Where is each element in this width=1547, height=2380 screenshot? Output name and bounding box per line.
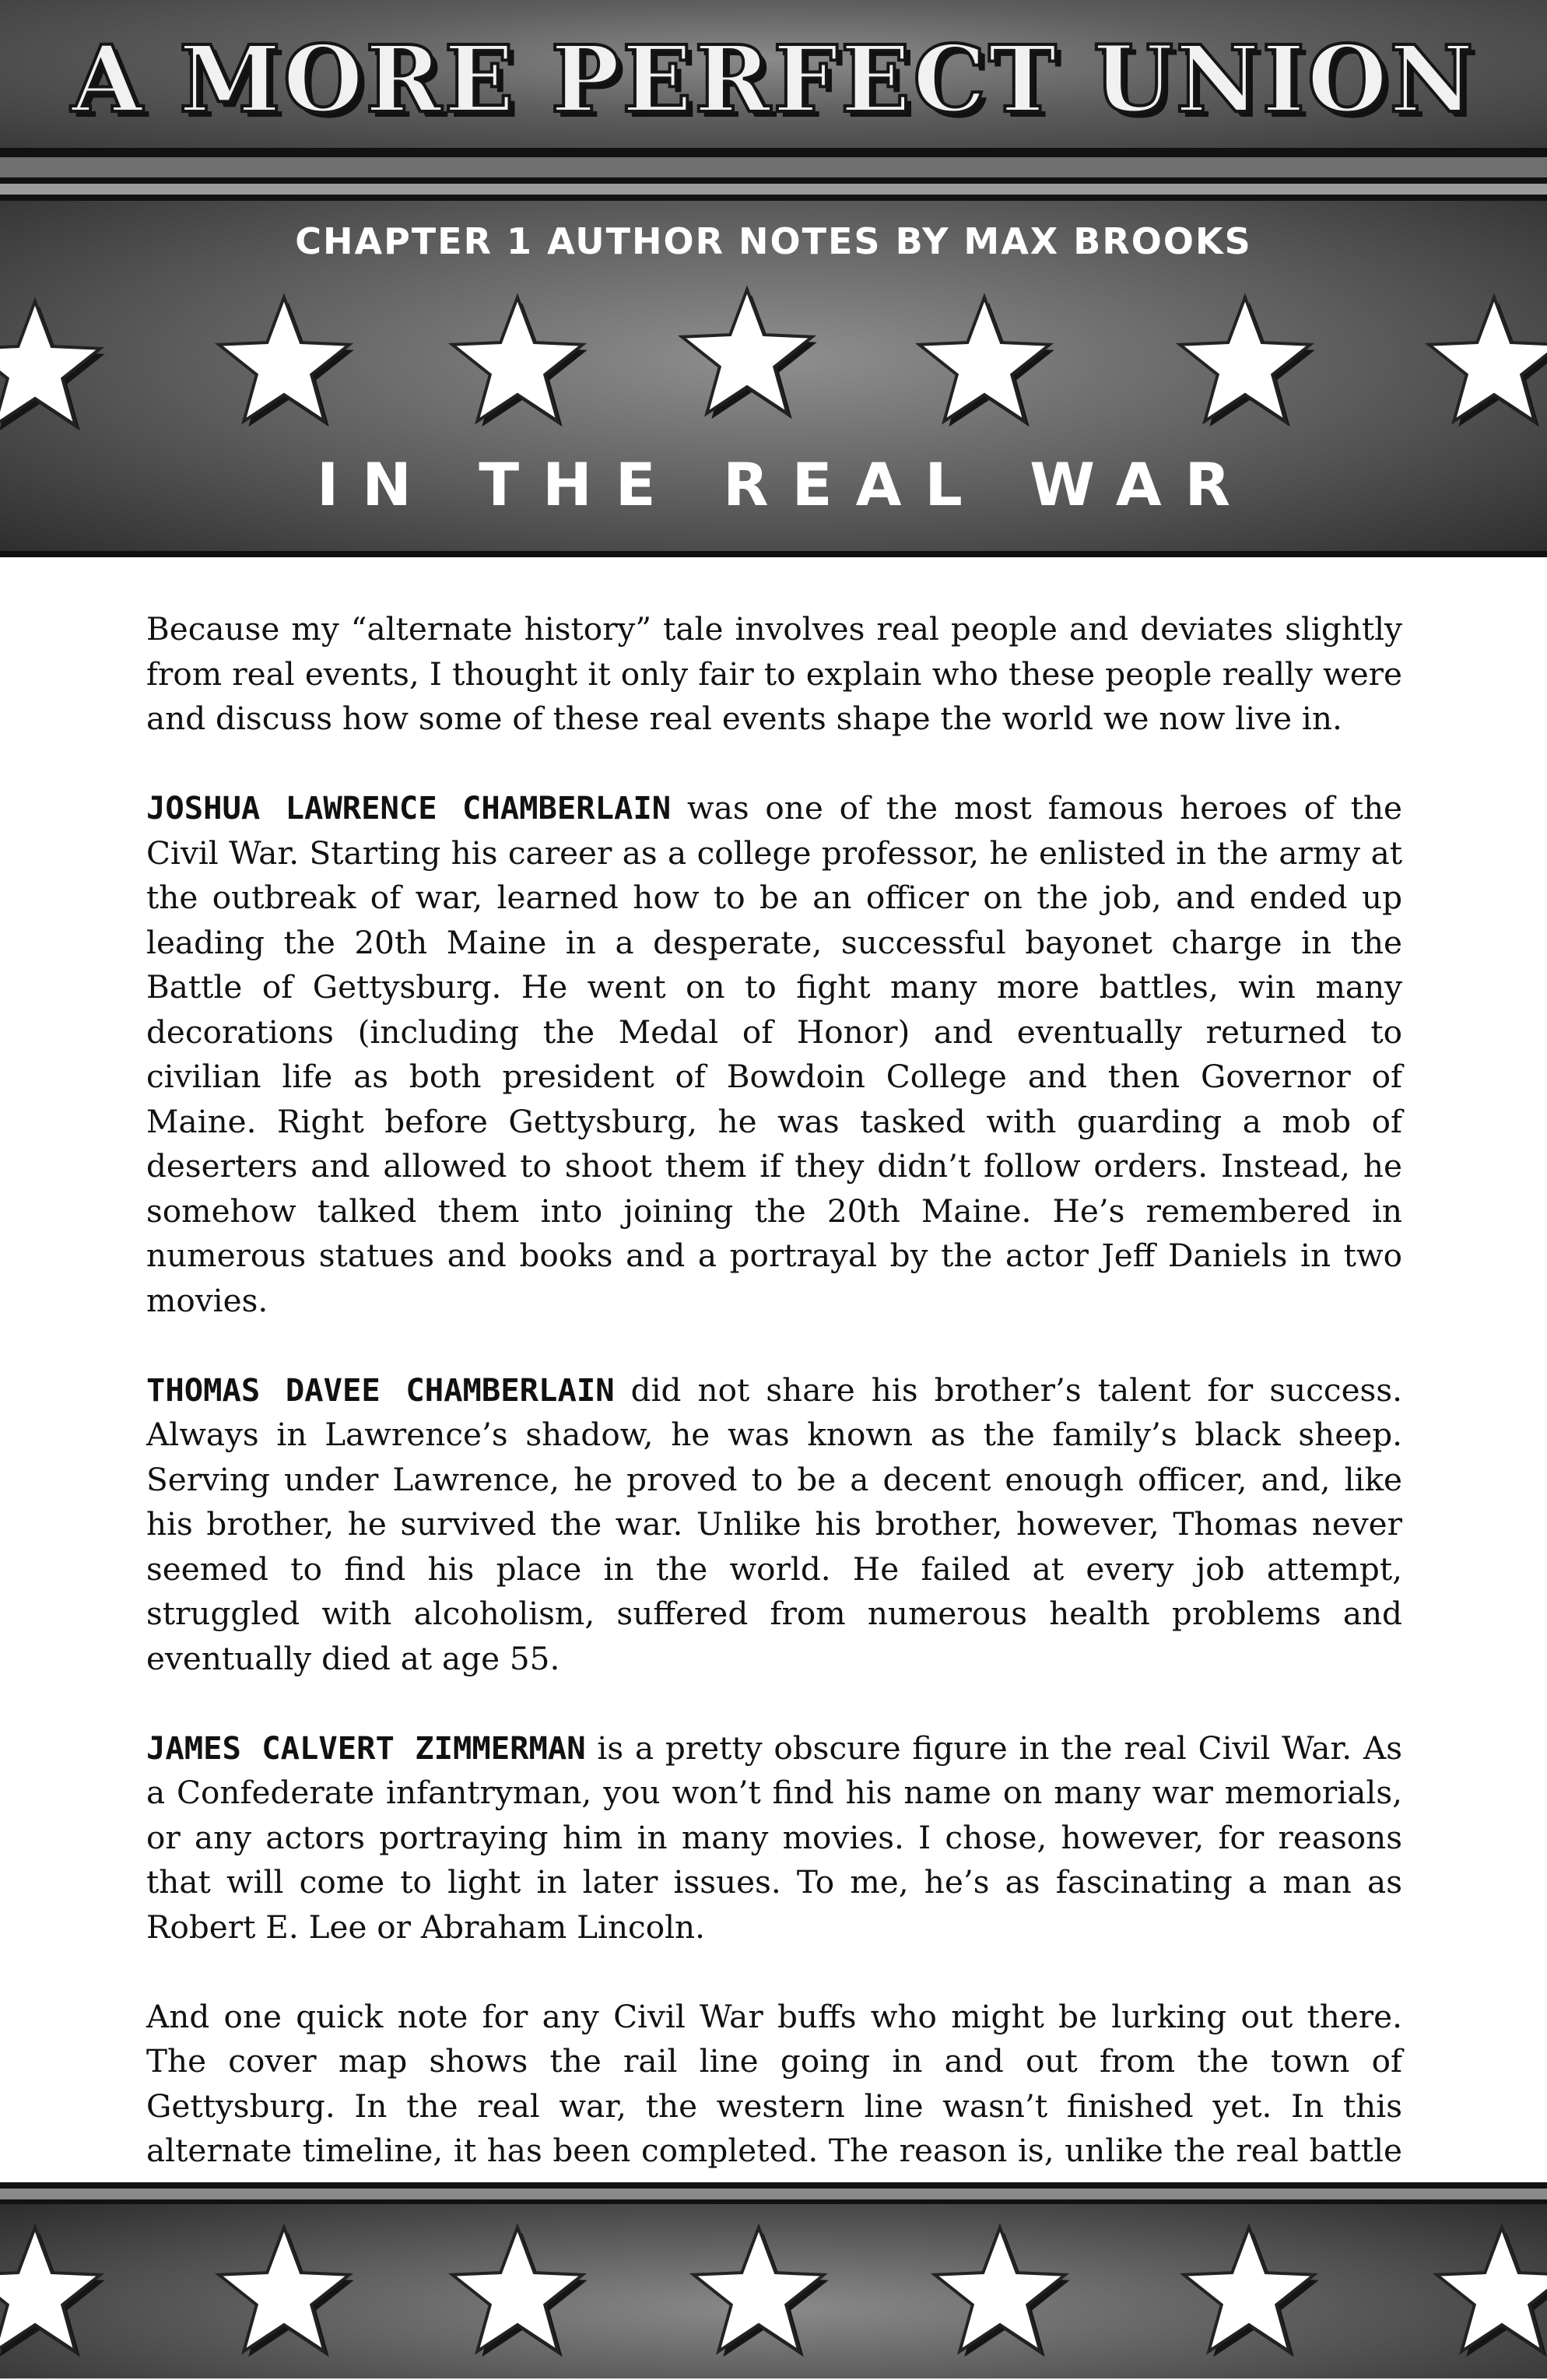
- intro-paragraph: [146, 607, 1402, 742]
- divider: [0, 551, 1547, 557]
- divider: [0, 177, 1547, 184]
- star-icon: [0, 2212, 119, 2380]
- divider: [0, 2182, 1547, 2189]
- star-icon: [1161, 282, 1329, 450]
- star-icon: [1165, 2212, 1333, 2380]
- james-paragraph: [146, 1726, 1402, 1950]
- closing-text: And one quick note for any Civil War buffs who might be lurking out there. The cover map shows the rail line going in and out from the town of Gettysburg. In the real war, the western line wasn’t finished yet. In this alternate timeline, it has been completed. The reason is, unlike the real battle: [146, 1997, 1402, 2169]
- divider: [0, 195, 1547, 201]
- star-icon: [200, 2212, 368, 2380]
- star-icon: [916, 2212, 1084, 2380]
- paragraph-text: did not share his brother’s talent for success. Always in Lawrence’s shadow, he was known as the family’s black sheep. Serving under Lawrence, he proved to be a decent enough officer, and, like his brother, he survived the war. Unlike his brother, however, Thomas never seemed to find his place in the world. He failed at every job attempt, struggled with alcoholism, suffered from numerous health problems and eventually died at age 55.: [146, 1371, 1402, 1677]
- star-icon: [675, 2212, 843, 2380]
- star-icon: [1410, 282, 1547, 450]
- star-icon: [900, 282, 1068, 450]
- page-title: A MORE PERFECT UNION: [71, 25, 1476, 133]
- person-name: JAMES CALVERT ZIMMERMAN: [146, 1729, 586, 1767]
- star-icon: [433, 282, 602, 450]
- intro-text: Because my “alternate history” tale involves real people and deviates slightly from real events, I thought it only fair to explain who these people really were and discuss how some of these real events shape the world we now live in.: [146, 610, 1402, 737]
- divider: [0, 184, 1547, 195]
- divider: [0, 148, 1547, 157]
- paragraph-text: was one of the most famous heroes of the Civil War. Starting his career as a college professor, he enlisted in the army at the outbreak of war, learned how to be an officer on the job, and ended up leading the 20th Maine in a desperate, successful bayonet charge in the Battle of Gettysburg. He went on to fight many more battles, win many decorations (including the Medal of Honor) and eventually returned to civilian life as both president of Bowdoin College and then Governor of Maine. Right before Gettysburg, he was tasked with guarding a mob of deserters and allowed to shoot them if they didn’t follow orders. Instead, he somehow talked them into joining the 20th Maine. He’s remembered in numerous statues and books and a portrayal by the actor Jeff Daniels in two movies.: [146, 789, 1403, 1319]
- star-icon: [0, 286, 119, 454]
- joshua-paragraph: [146, 786, 1402, 1323]
- thomas-paragraph: [146, 1368, 1402, 1682]
- divider: [0, 157, 1547, 177]
- section-title: IN THE REAL WAR: [316, 450, 1254, 519]
- star-icon: [663, 274, 831, 442]
- person-name: JOSHUA LAWRENCE CHAMBERLAIN: [146, 789, 672, 827]
- chapter-subtitle: CHAPTER 1 AUTHOR NOTES BY MAX BROOKS: [295, 220, 1252, 262]
- paragraph-text: is a pretty obscure figure in the real Civil War. As a Confederate infantryman, you won’t find his name on many war memorials, or any actors portraying him in many movies. I chose, however, for reasons that will come to light in later issues. To me, he’s as fascinating a man as Robert E. Lee or Abraham Lincoln.: [146, 1729, 1402, 1946]
- star-icon: [433, 2212, 602, 2380]
- star-icon: [1418, 2212, 1547, 2380]
- article-body: [146, 607, 1402, 2263]
- divider: [0, 2189, 1547, 2199]
- star-icon: [200, 282, 368, 450]
- person-name: THOMAS DAVEE CHAMBERLAIN: [146, 1371, 615, 1409]
